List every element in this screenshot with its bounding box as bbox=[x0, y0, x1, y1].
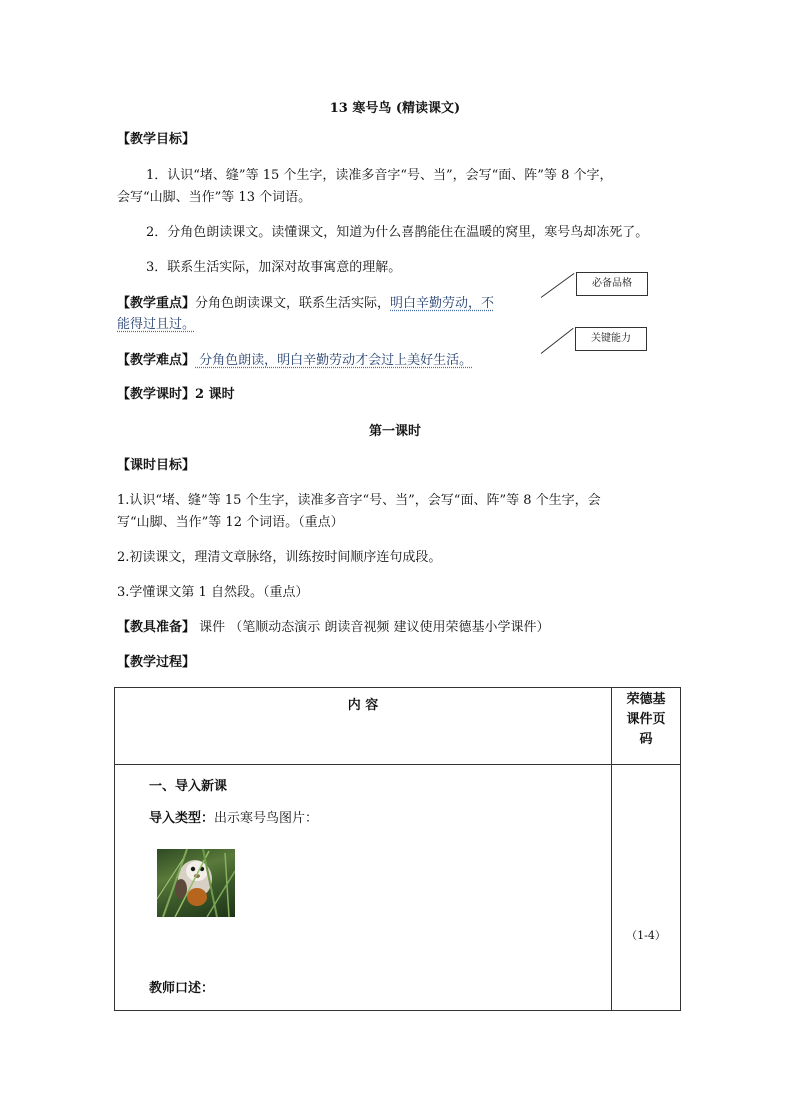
goal-2: 2．分角色朗读课文。读懂课文，知道为什么喜鹊能住在温暖的窝里，寒号鸟却冻死了。 bbox=[146, 225, 649, 240]
intro-type-text: 出示寒号鸟图片： bbox=[214, 811, 319, 826]
key-label: 【教学重点】 bbox=[117, 296, 196, 311]
lesson-goal-2: 2.初读课文，理清文章脉络，训练按时间顺序连句成段。 bbox=[117, 550, 442, 565]
teacher-narration-label: 教师口述： bbox=[149, 981, 215, 996]
note-essential-character: 必备品格 bbox=[576, 272, 648, 296]
key-point bbox=[117, 295, 494, 313]
lesson-title: 第一课时 bbox=[368, 424, 421, 439]
intro-type bbox=[149, 810, 318, 828]
tools-label: 【教具准备】 bbox=[117, 620, 196, 635]
key-text: 分角色朗读课文，联系生活实际， bbox=[195, 296, 391, 311]
lesson-goal-heading: 【课时目标】 bbox=[117, 458, 196, 473]
lesson-goal-1-line2: 写“山脚、当作”等 12 个词语。（重点） bbox=[117, 515, 344, 530]
intro-type-label: 导入类型： bbox=[149, 811, 215, 826]
bird-image-illustration bbox=[157, 849, 235, 917]
difficulty-text: 分角色朗读，明白辛勤劳动才会过上美好生活。 bbox=[195, 353, 473, 368]
goal-3: 3．联系生活实际，加深对故事寓意的理解。 bbox=[146, 260, 402, 275]
cold-bird-photo bbox=[157, 849, 235, 917]
note-connector-2 bbox=[541, 328, 574, 354]
teaching-hours: 【教学课时】2 课时 bbox=[117, 387, 235, 402]
table-header-page bbox=[612, 688, 681, 765]
teaching-tools bbox=[117, 619, 550, 637]
header-content-label: 内 容 bbox=[347, 698, 379, 713]
key-text-highlight: 明白辛勤劳动，不 bbox=[390, 296, 495, 311]
page-reference: （1-4） bbox=[626, 929, 666, 942]
header-page-line1: 荣德基 bbox=[626, 692, 666, 707]
note-key-ability: 关键能力 bbox=[575, 327, 647, 351]
difficulty-point bbox=[117, 352, 472, 370]
header-page-line3: 码 bbox=[639, 732, 653, 747]
process-heading: 【教学过程】 bbox=[117, 655, 196, 670]
lesson-goal-3: 3.学懂课文第 1 自然段。（重点） bbox=[117, 585, 309, 600]
header-page-label bbox=[612, 688, 680, 750]
goal-heading: 【教学目标】 bbox=[117, 132, 196, 147]
goal-1-line1: 1．认识“堵、缝”等 15 个生字，读准多音字“号、当”，会写“面、阵”等 8 个字， bbox=[146, 168, 613, 183]
goal-1-line2: 会写“山脚、当作”等 13 个词语。 bbox=[117, 190, 312, 205]
key-text-highlight-2: 能得过且过。 bbox=[117, 317, 196, 332]
note-connector-1 bbox=[541, 273, 575, 298]
table-page-cell bbox=[612, 765, 681, 1011]
difficulty-label: 【教学难点】 bbox=[117, 353, 196, 368]
header-page-line2: 课件页 bbox=[626, 712, 666, 727]
intro-heading: 一、导入新课 bbox=[149, 779, 228, 794]
document-title: 13 寒号鸟 (精读课文) bbox=[329, 101, 461, 116]
table-header-content bbox=[115, 688, 612, 765]
tools-text: 课件 （笔顺动态演示 朗读音视频 建议使用荣德基小学课件） bbox=[195, 620, 550, 635]
lesson-goal-1-line1: 1.认识“堵、缝”等 15 个生字，读准多音字“号、当”，会写“面、阵”等 8 个生字，会 bbox=[117, 493, 601, 508]
